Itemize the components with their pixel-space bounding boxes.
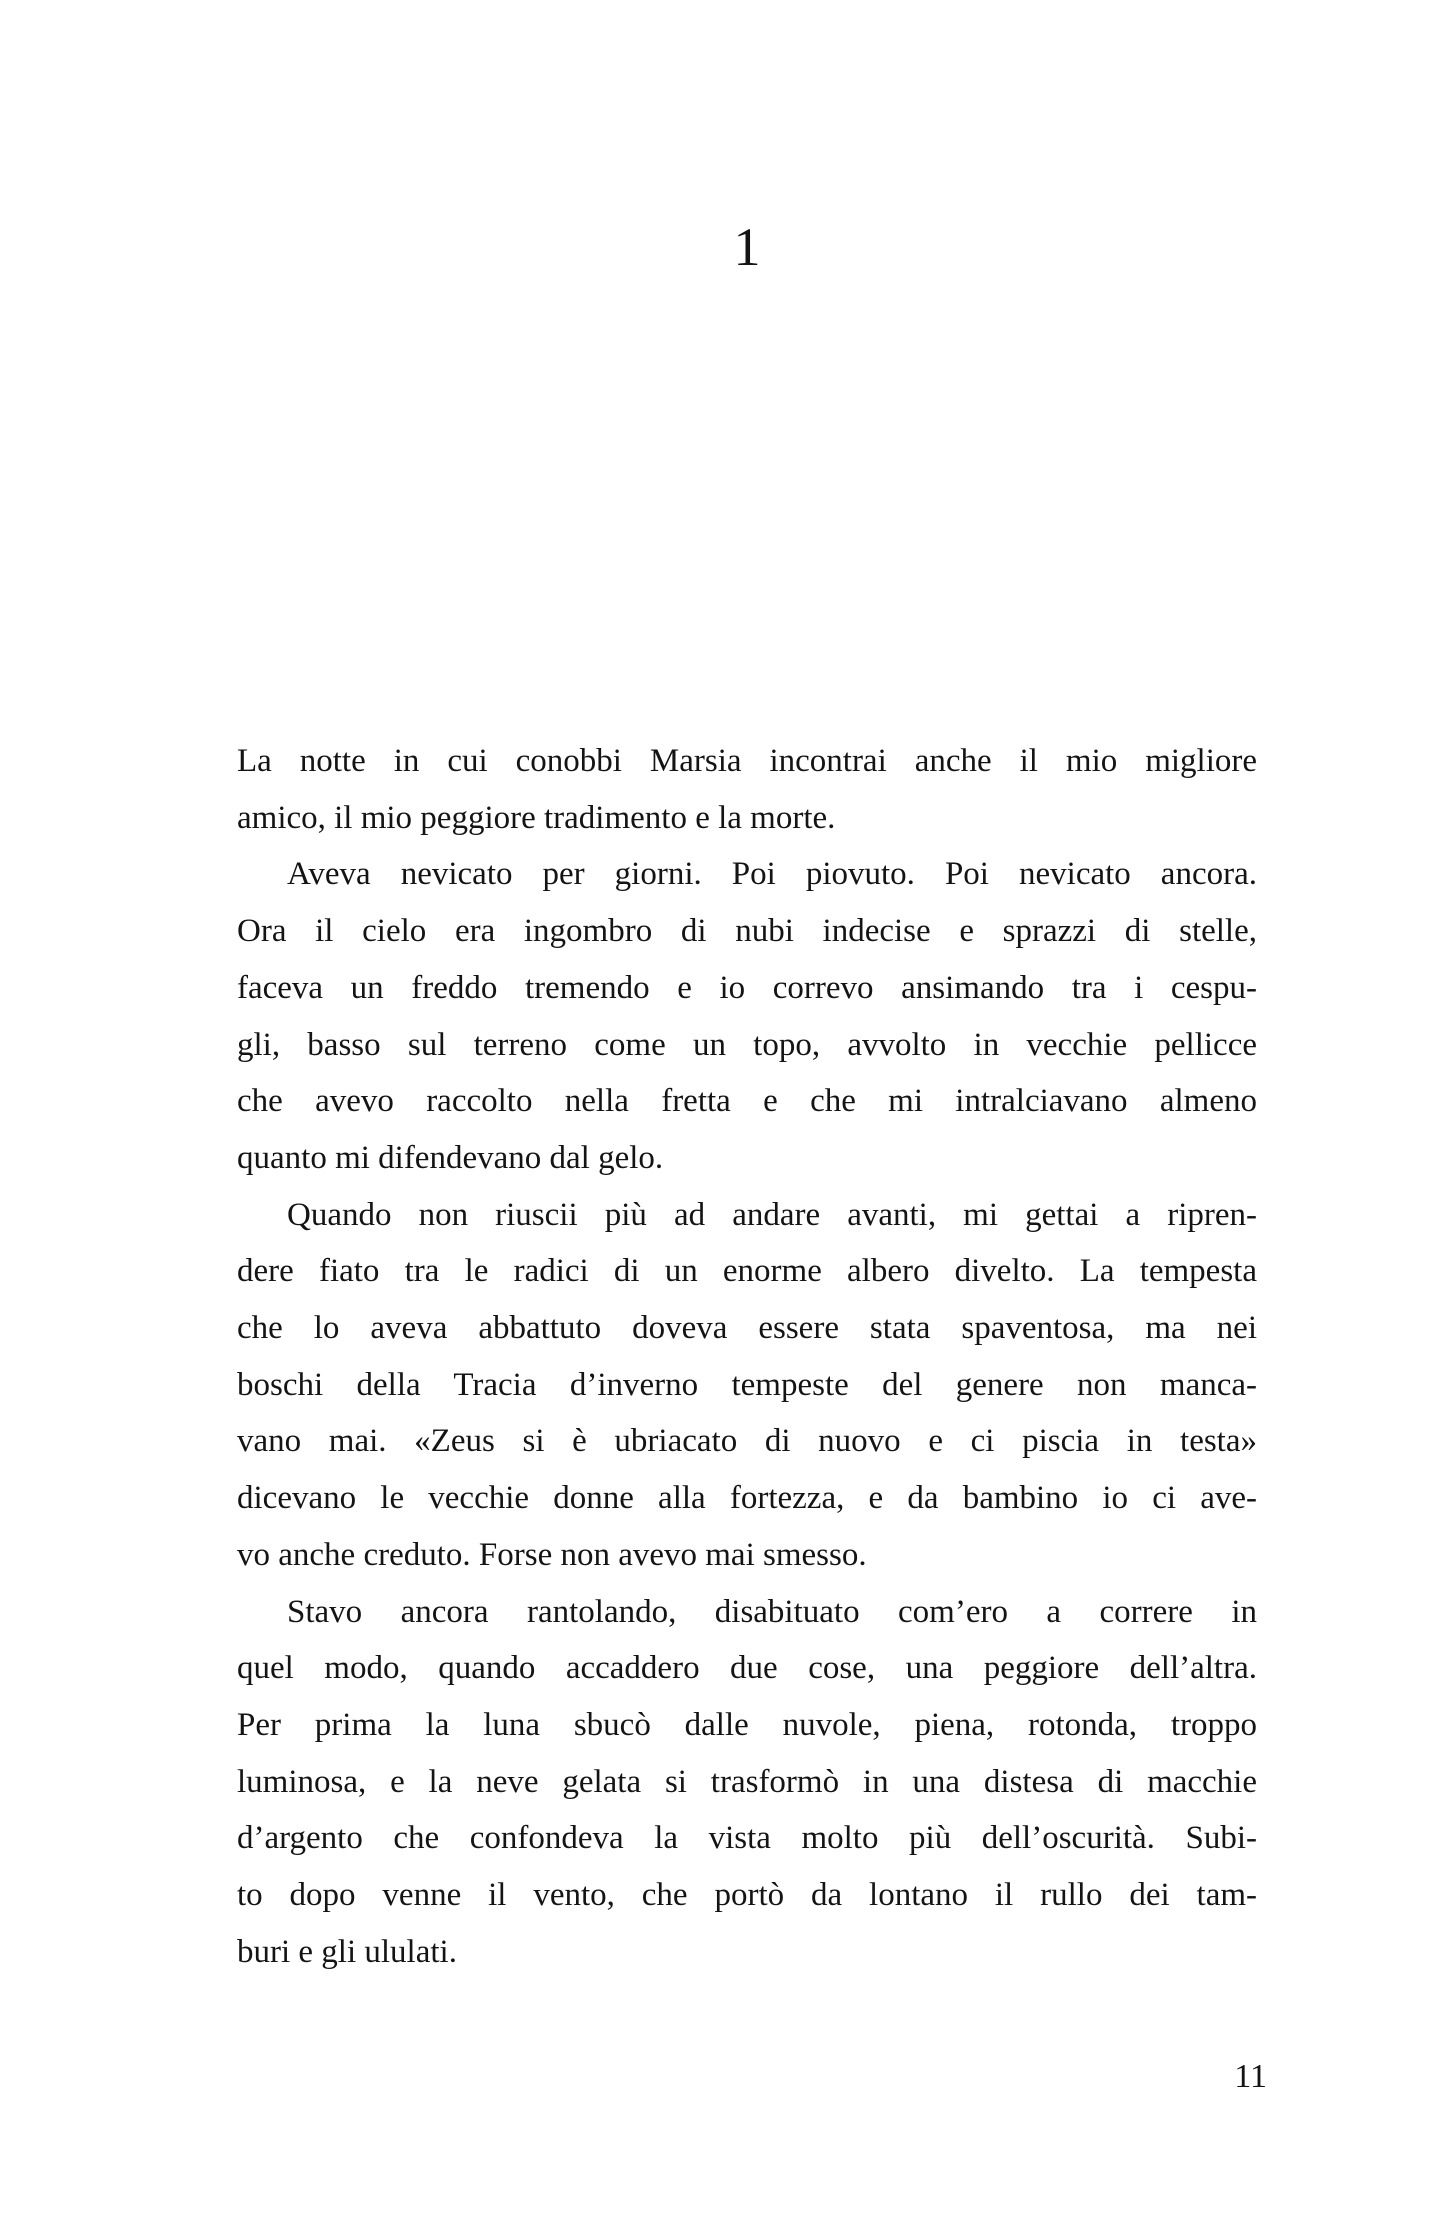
text-line: La notte in cui conobbi Marsia incontrai anche il mio migliore — [237, 743, 1257, 779]
paragraph — [237, 733, 1257, 846]
text-line: Quando non riuscii più ad andare avanti, mi gettai a ripren- — [287, 1196, 1257, 1233]
text-line: amico, il mio peggiore tradimento e la morte. — [237, 799, 836, 836]
text-line: gli, basso sul terreno come un topo, avvolto in vecchie pellicce — [237, 1026, 1257, 1063]
text-line: che avevo raccolto nella fretta e che mi intralciavano almeno — [237, 1083, 1257, 1120]
text-line: dicevano le vecchie donne alla fortezza, e da bambino io ci ave- — [237, 1480, 1257, 1517]
text-line: buri e gli ululati. — [237, 1933, 457, 1970]
text-line: boschi della Tracia d’inverno tempeste del genere non manca- — [237, 1366, 1257, 1403]
text-line: to dopo venne il vento, che portò da lontano il rullo dei tam- — [237, 1877, 1257, 1914]
text-line: Aveva nevicato per giorni. Poi piovuto. Poi nevicato ancora. — [287, 856, 1257, 893]
text-line: che lo aveva abbattuto doveva essere stata spaventosa, ma nei — [237, 1310, 1257, 1347]
text-line: Per prima la luna sbucò dalle nuvole, piena, rotonda, troppo — [237, 1706, 1257, 1743]
paragraph — [237, 846, 1257, 1186]
chapter-number: 1 — [733, 217, 761, 277]
text-line: vano mai. «Zeus si è ubriacato di nuovo e ci piscia in testa» — [237, 1423, 1257, 1460]
text-line: faceva un freddo tremendo e io correvo ansimando tra i cespu- — [237, 969, 1257, 1006]
text-line: quel modo, quando accaddero due cose, una peggiore dell’altra. — [237, 1650, 1257, 1687]
text-line: dere fiato tra le radici di un enorme albero divelto. La tempesta — [237, 1253, 1257, 1290]
page-number: 11 — [1234, 2058, 1267, 2095]
paragraph — [237, 1187, 1257, 1584]
text-line: Ora il cielo era ingombro di nubi indecise e sprazzi di stelle, — [237, 913, 1257, 950]
paragraph — [237, 1584, 1257, 1981]
text-line: Stavo ancora rantolando, disabituato com’ero a correre in — [287, 1593, 1257, 1630]
text-line: luminosa, e la neve gelata si trasformò in una distesa di macchie — [237, 1763, 1257, 1800]
text-line: vo anche creduto. Forse non avevo mai smesso. — [237, 1536, 867, 1573]
text-line: quanto mi difendevano dal gelo. — [237, 1139, 664, 1176]
body-text — [237, 733, 1257, 1980]
text-line: d’argento che confondeva la vista molto più dell’oscurità. Subi- — [237, 1820, 1257, 1857]
